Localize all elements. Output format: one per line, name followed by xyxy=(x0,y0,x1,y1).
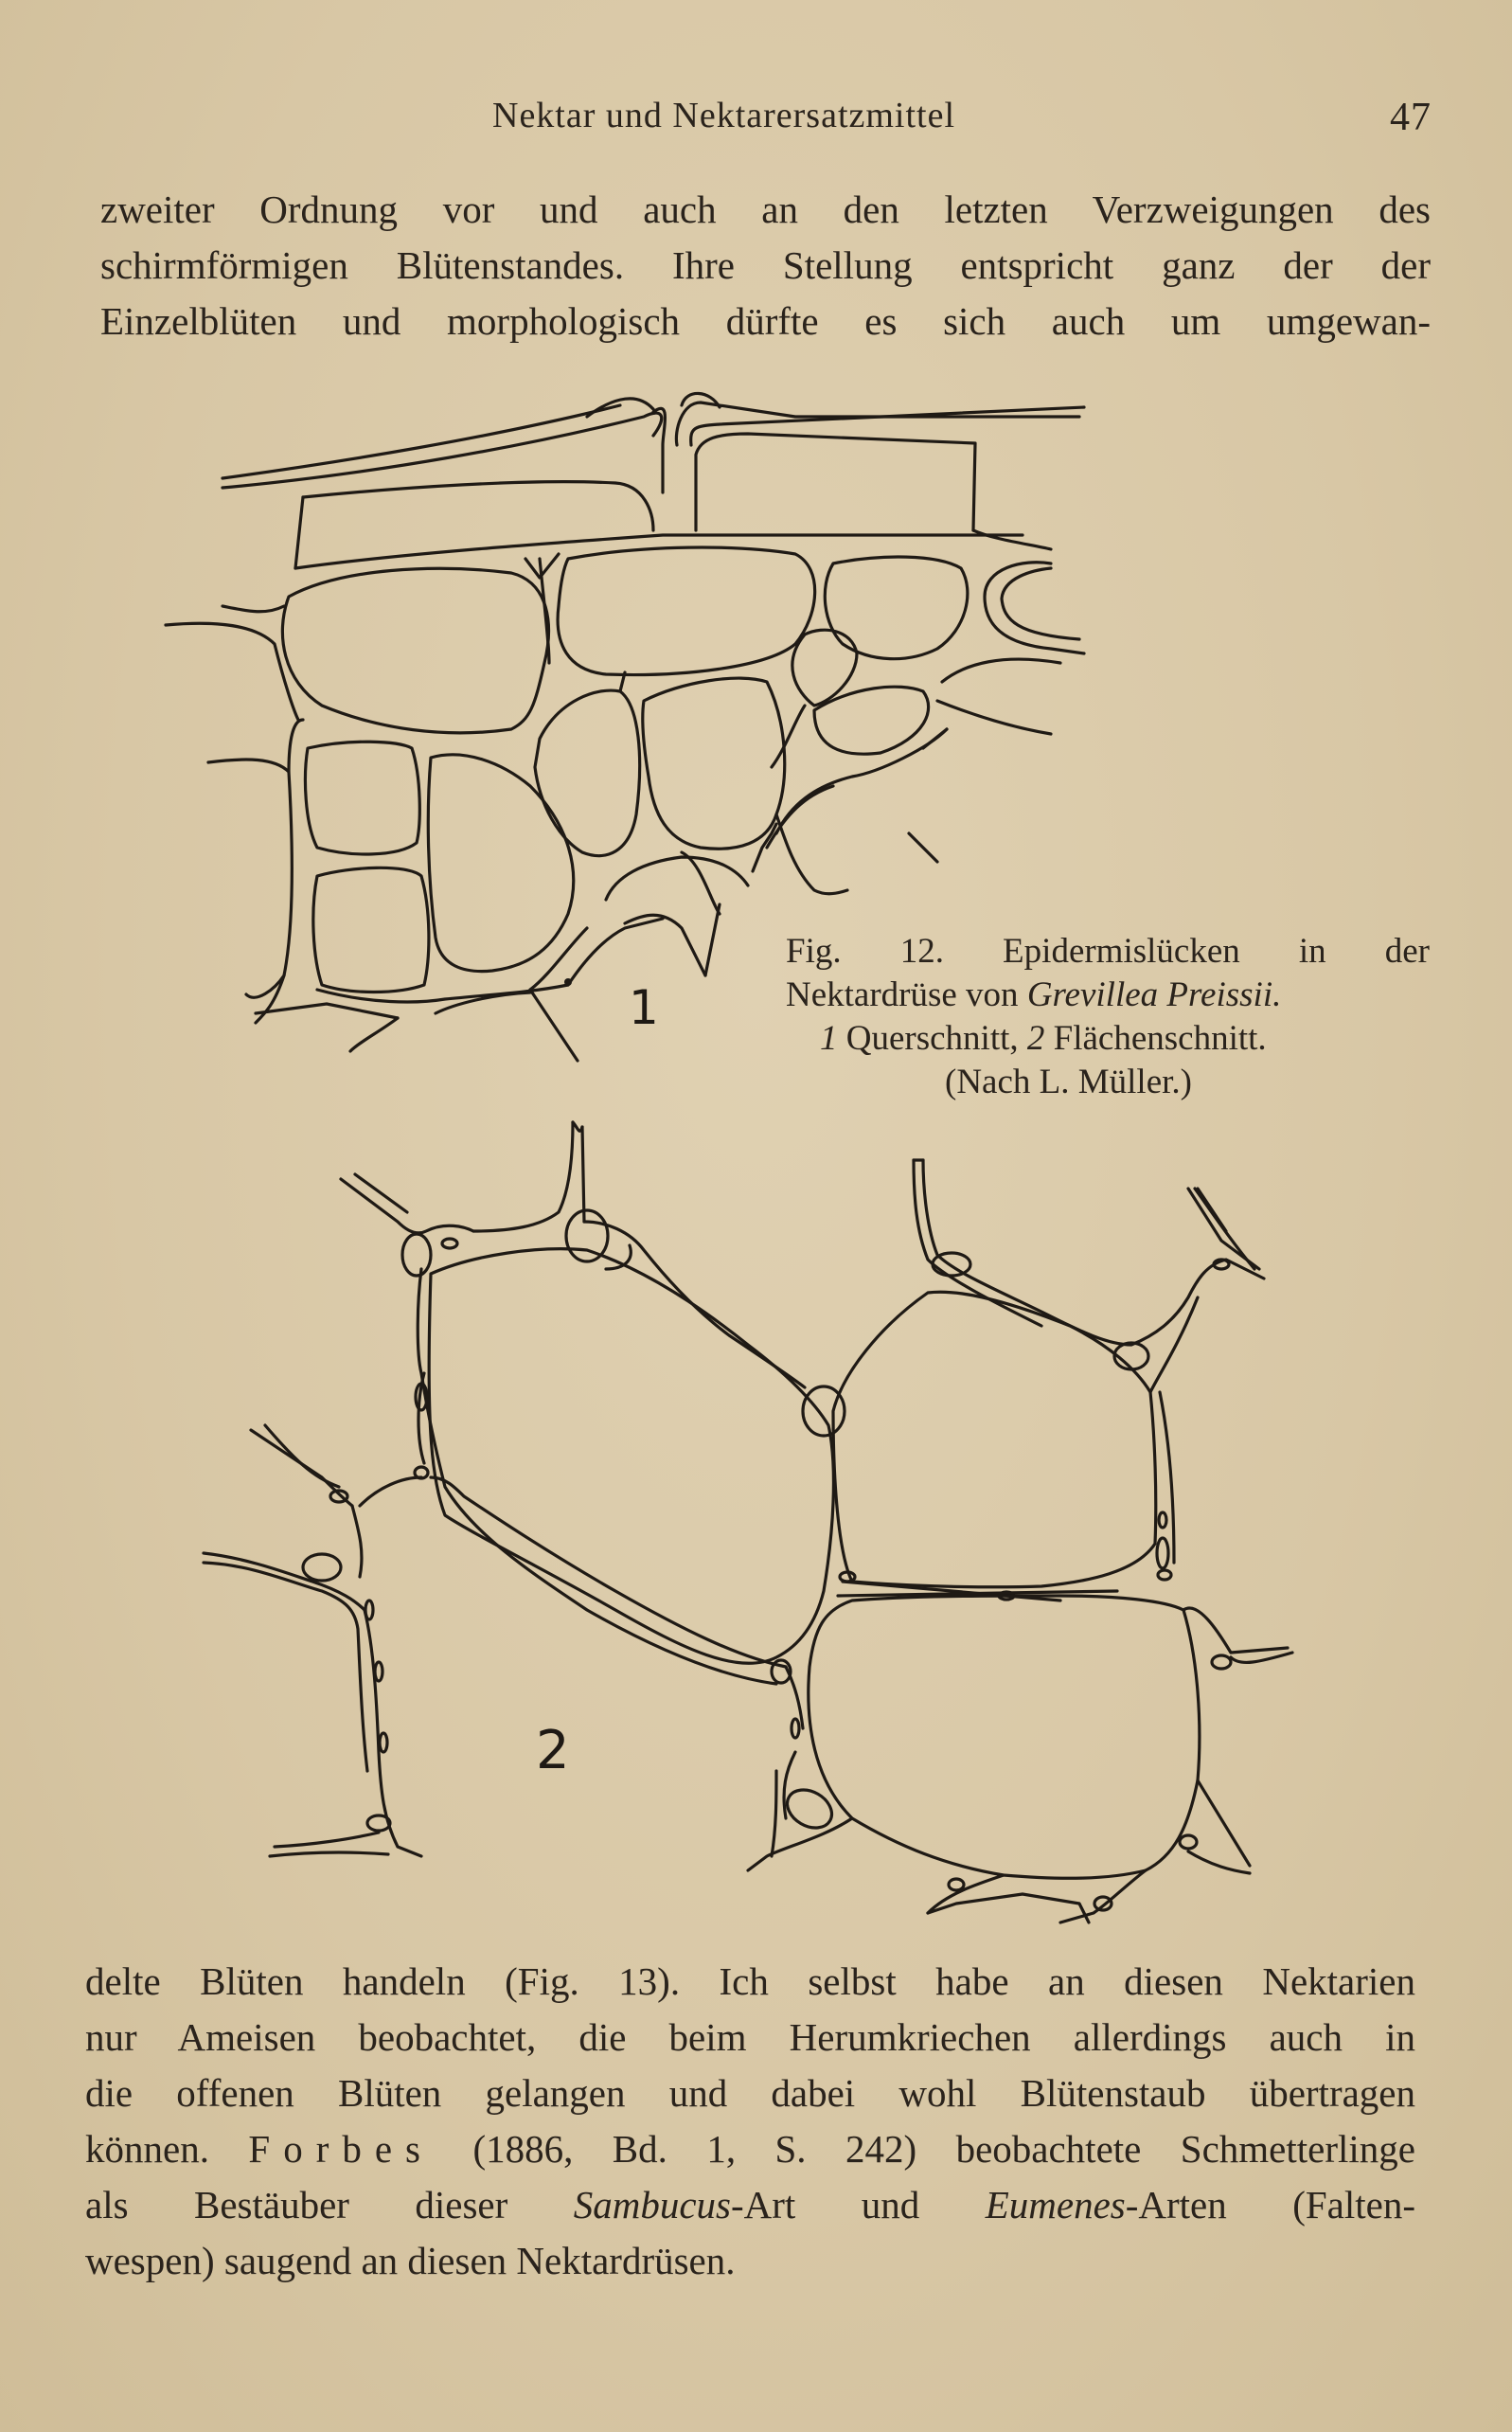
figure-part-label-2: 2 xyxy=(536,1720,570,1781)
caption-text-2: Flächenschnitt. xyxy=(1044,1019,1267,1058)
text-segment: -Arten (Falten- xyxy=(1125,2183,1415,2226)
species-name: Grevillea Preissii. xyxy=(1026,975,1282,1014)
text-line: zweiter Ordnung vor und auch an den letzten Verzweigungen des xyxy=(100,188,1431,231)
genus-name: Sambucus xyxy=(573,2183,732,2226)
text-segment: (1886, Bd. 1, S. 242) beobachtete Schmetterlinge xyxy=(434,2127,1415,2171)
caption-line-2 xyxy=(786,974,1430,1017)
text-line: nur Ameisen beobachtet, die beim Herumkriechen allerdings auch in xyxy=(85,2015,1415,2059)
caption-prefix: Nektardrüse von xyxy=(786,975,1027,1014)
text-line xyxy=(85,2177,1415,2233)
genus-name: Eumenes xyxy=(985,2183,1126,2226)
running-title: Nektar und Nektarersatzmittel xyxy=(492,96,956,135)
text-line: delte Blüten handeln (Fig. 13). Ich selbst habe an diesen Nektarien xyxy=(85,1959,1415,2003)
text-line: die offenen Blüten gelangen und dabei wohl Blütenstaub übertragen xyxy=(85,2071,1415,2115)
surface-section-drawing xyxy=(204,1122,1292,1922)
text-segment: können. xyxy=(85,2127,249,2171)
text-line xyxy=(85,2121,1415,2177)
figure-part-label-1: 1 xyxy=(629,980,659,1035)
caption-line-3 xyxy=(786,1017,1430,1061)
page-number: 47 xyxy=(1390,96,1432,139)
text-line: wespen) saugend an diesen Nektardrüsen. xyxy=(85,2239,736,2282)
text-line: schirmförmigen Blütenstandes. Ihre Stellung entspricht ganz der der xyxy=(100,243,1431,287)
caption-line-1: Fig. 12. Epidermislücken in der xyxy=(786,932,1430,971)
caption-number-2: 2 xyxy=(1026,1019,1045,1058)
text-segment: -Art und xyxy=(731,2183,986,2226)
text-segment: als Bestäuber dieser xyxy=(85,2183,574,2226)
caption-text-1: Querschnitt, xyxy=(837,1019,1027,1058)
caption-line-4: (Nach L. Müller.) xyxy=(945,1063,1192,1101)
paragraph-bottom xyxy=(85,1954,1415,2289)
figure-caption xyxy=(786,930,1430,1104)
author-name: Forbes xyxy=(248,2127,434,2171)
caption-number-1: 1 xyxy=(820,1019,838,1058)
text-line: Einzelblüten und morphologisch dürfte es sich auch um umgewan- xyxy=(100,299,1431,343)
